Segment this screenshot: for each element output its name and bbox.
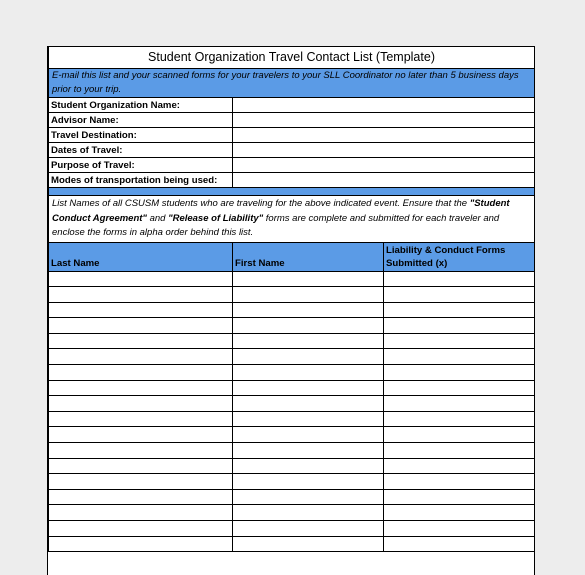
traveler-instructions xyxy=(49,196,535,243)
first-name-cell[interactable] xyxy=(233,505,384,521)
label-organization-name: Student Organization Name: xyxy=(49,98,233,113)
instructions-and: and xyxy=(146,212,169,224)
traveler-row xyxy=(49,302,535,318)
traveler-row xyxy=(49,365,535,381)
instructions-text-2: forms are complete and submitted for each traveler and enclose the forms in alpha order behind this list. xyxy=(52,212,500,238)
first-name-cell[interactable] xyxy=(233,489,384,505)
forms-submitted-cell[interactable] xyxy=(384,349,535,365)
last-name-cell[interactable] xyxy=(49,411,233,427)
first-name-cell[interactable] xyxy=(233,458,384,474)
traveler-row xyxy=(49,287,535,303)
forms-submitted-cell[interactable] xyxy=(384,521,535,537)
traveler-row xyxy=(49,349,535,365)
column-header-forms-submitted xyxy=(384,242,535,271)
traveler-row xyxy=(49,443,535,459)
forms-submitted-cell[interactable] xyxy=(384,536,535,552)
first-name-cell[interactable] xyxy=(233,396,384,412)
email-instruction-note: E-mail this list and your scanned forms for your travelers to your SLL Coordinator no later than 5 business days prior to your trip. xyxy=(49,69,535,98)
traveler-table-header xyxy=(49,242,535,271)
forms-submitted-cell[interactable] xyxy=(384,287,535,303)
forms-submitted-cell[interactable] xyxy=(384,365,535,381)
first-name-cell[interactable] xyxy=(233,536,384,552)
forms-submitted-cell[interactable] xyxy=(384,411,535,427)
traveler-row xyxy=(49,333,535,349)
column-header-first-name: First Name xyxy=(233,242,384,271)
forms-submitted-cell[interactable] xyxy=(384,318,535,334)
instructions-text-1: List Names of all CSUSM students who are traveling for the above indicated event. Ensure that the xyxy=(52,198,470,209)
traveler-row xyxy=(49,318,535,334)
first-name-cell[interactable] xyxy=(233,365,384,381)
last-name-cell[interactable] xyxy=(49,365,233,381)
first-name-cell[interactable] xyxy=(233,427,384,443)
forms-submitted-cell[interactable] xyxy=(384,396,535,412)
first-name-cell[interactable] xyxy=(233,380,384,396)
last-name-cell[interactable] xyxy=(49,318,233,334)
travel-contact-form xyxy=(47,46,535,575)
forms-submitted-cell[interactable] xyxy=(384,489,535,505)
forms-submitted-cell[interactable] xyxy=(384,474,535,490)
field-transportation-modes[interactable] xyxy=(233,173,535,188)
traveler-row xyxy=(49,458,535,474)
field-advisor-name[interactable] xyxy=(233,113,535,128)
last-name-cell[interactable] xyxy=(49,271,233,287)
section-divider xyxy=(49,188,535,196)
traveler-row xyxy=(49,411,535,427)
first-name-cell[interactable] xyxy=(233,302,384,318)
field-purpose-of-travel[interactable] xyxy=(233,158,535,173)
last-name-cell[interactable] xyxy=(49,458,233,474)
last-name-cell[interactable] xyxy=(49,489,233,505)
label-purpose-of-travel: Purpose of Travel: xyxy=(49,158,233,173)
traveler-row xyxy=(49,489,535,505)
traveler-row xyxy=(49,521,535,537)
forms-submitted-cell[interactable] xyxy=(384,302,535,318)
traveler-row xyxy=(49,474,535,490)
column-header-last-name: Last Name xyxy=(49,242,233,271)
field-dates-of-travel[interactable] xyxy=(233,143,535,158)
forms-submitted-cell[interactable] xyxy=(384,443,535,459)
last-name-cell[interactable] xyxy=(49,302,233,318)
conduct-agreement-ref: "Student Conduct Agreement" xyxy=(52,198,510,224)
form-table xyxy=(48,46,535,552)
last-name-cell[interactable] xyxy=(49,396,233,412)
label-dates-of-travel: Dates of Travel: xyxy=(49,143,233,158)
forms-submitted-cell[interactable] xyxy=(384,505,535,521)
last-name-cell[interactable] xyxy=(49,536,233,552)
forms-submitted-cell[interactable] xyxy=(384,333,535,349)
first-name-cell[interactable] xyxy=(233,349,384,365)
first-name-cell[interactable] xyxy=(233,287,384,303)
last-name-cell[interactable] xyxy=(49,505,233,521)
first-name-cell[interactable] xyxy=(233,411,384,427)
field-travel-destination[interactable] xyxy=(233,128,535,143)
form-title: Student Organization Travel Contact List (Template) xyxy=(49,47,535,69)
last-name-cell[interactable] xyxy=(49,474,233,490)
forms-submitted-cell[interactable] xyxy=(384,427,535,443)
release-liability-ref: "Release of Liability" xyxy=(168,212,264,224)
forms-submitted-cell[interactable] xyxy=(384,271,535,287)
traveler-row xyxy=(49,380,535,396)
last-name-cell[interactable] xyxy=(49,349,233,365)
forms-header-line2: Submitted (x) xyxy=(386,257,448,269)
field-organization-name[interactable] xyxy=(233,98,535,113)
label-advisor-name: Advisor Name: xyxy=(49,113,233,128)
label-travel-destination: Travel Destination: xyxy=(49,128,233,143)
last-name-cell[interactable] xyxy=(49,287,233,303)
first-name-cell[interactable] xyxy=(233,474,384,490)
first-name-cell[interactable] xyxy=(233,443,384,459)
first-name-cell[interactable] xyxy=(233,271,384,287)
first-name-cell[interactable] xyxy=(233,521,384,537)
last-name-cell[interactable] xyxy=(49,521,233,537)
last-name-cell[interactable] xyxy=(49,427,233,443)
traveler-row xyxy=(49,396,535,412)
forms-header-line1: Liability & Conduct Forms xyxy=(386,244,506,256)
forms-submitted-cell[interactable] xyxy=(384,380,535,396)
forms-submitted-cell[interactable] xyxy=(384,458,535,474)
traveler-row xyxy=(49,271,535,287)
traveler-row xyxy=(49,536,535,552)
first-name-cell[interactable] xyxy=(233,318,384,334)
label-transportation-modes: Modes of transportation being used: xyxy=(49,173,233,188)
traveler-row xyxy=(49,427,535,443)
last-name-cell[interactable] xyxy=(49,443,233,459)
last-name-cell[interactable] xyxy=(49,333,233,349)
last-name-cell[interactable] xyxy=(49,380,233,396)
traveler-row xyxy=(49,505,535,521)
first-name-cell[interactable] xyxy=(233,333,384,349)
